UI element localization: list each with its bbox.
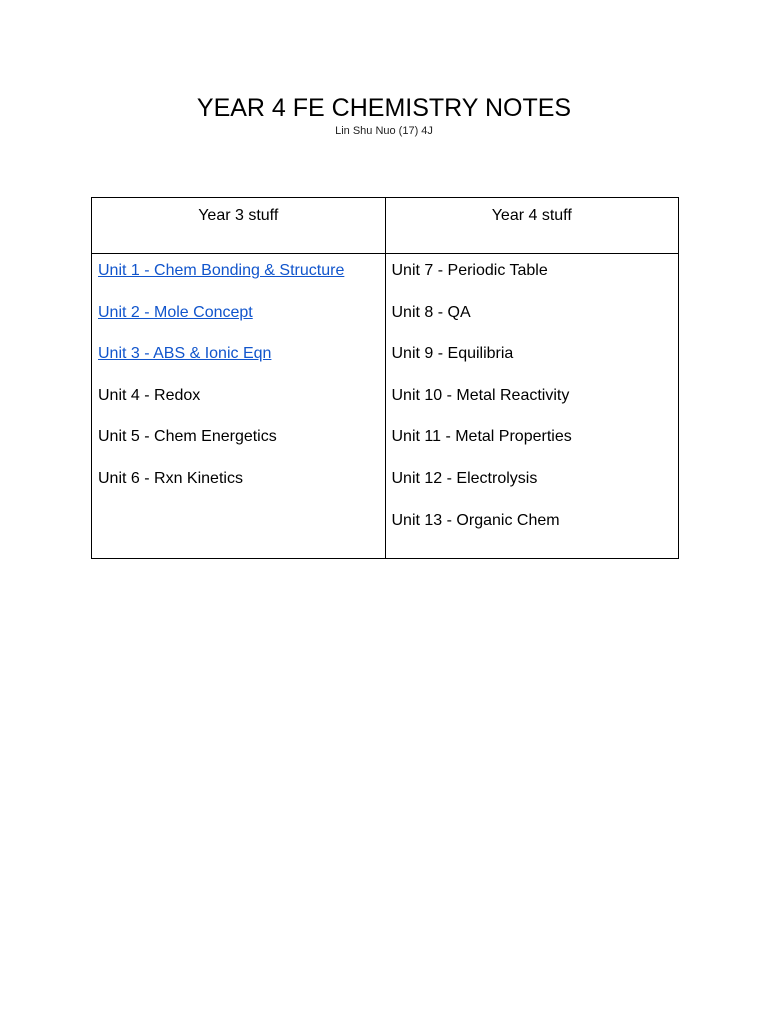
unit-6-text: Unit 6 - Rxn Kinetics	[98, 469, 243, 487]
table-header-row	[92, 198, 679, 254]
unit-4-text: Unit 4 - Redox	[98, 386, 201, 404]
unit-7-text: Unit 7 - Periodic Table	[391, 262, 548, 279]
unit-13-text: Unit 13 - Organic Chem	[391, 511, 560, 529]
unit-5-text: Unit 5 - Chem Energetics	[98, 428, 277, 446]
document-subtitle: Lin Shu Nuo (17) 4J	[335, 125, 433, 137]
unit-1-link[interactable]: Unit 1 - Chem Bonding & Structure	[98, 262, 345, 279]
unit-3-link[interactable]: Unit 3 - ABS & Ionic Eqn	[98, 345, 272, 363]
unit-12-text: Unit 12 - Electrolysis	[391, 469, 538, 487]
year-4-cell	[385, 254, 679, 559]
header-year-4: Year 4 stuff	[385, 198, 679, 254]
table-row	[92, 254, 679, 559]
units-table	[91, 197, 679, 559]
unit-11-text: Unit 11 - Metal Properties	[391, 428, 572, 446]
unit-8-text: Unit 8 - QA	[391, 303, 471, 321]
header-year-3: Year 3 stuff	[92, 198, 386, 254]
unit-9-text: Unit 9 - Equilibria	[391, 345, 514, 363]
document-title: YEAR 4 FE CHEMISTRY NOTES	[196, 94, 572, 122]
year-3-cell	[92, 254, 386, 559]
unit-10-text: Unit 10 - Metal Reactivity	[391, 386, 570, 404]
unit-2-link[interactable]: Unit 2 - Mole Concept	[98, 303, 253, 321]
